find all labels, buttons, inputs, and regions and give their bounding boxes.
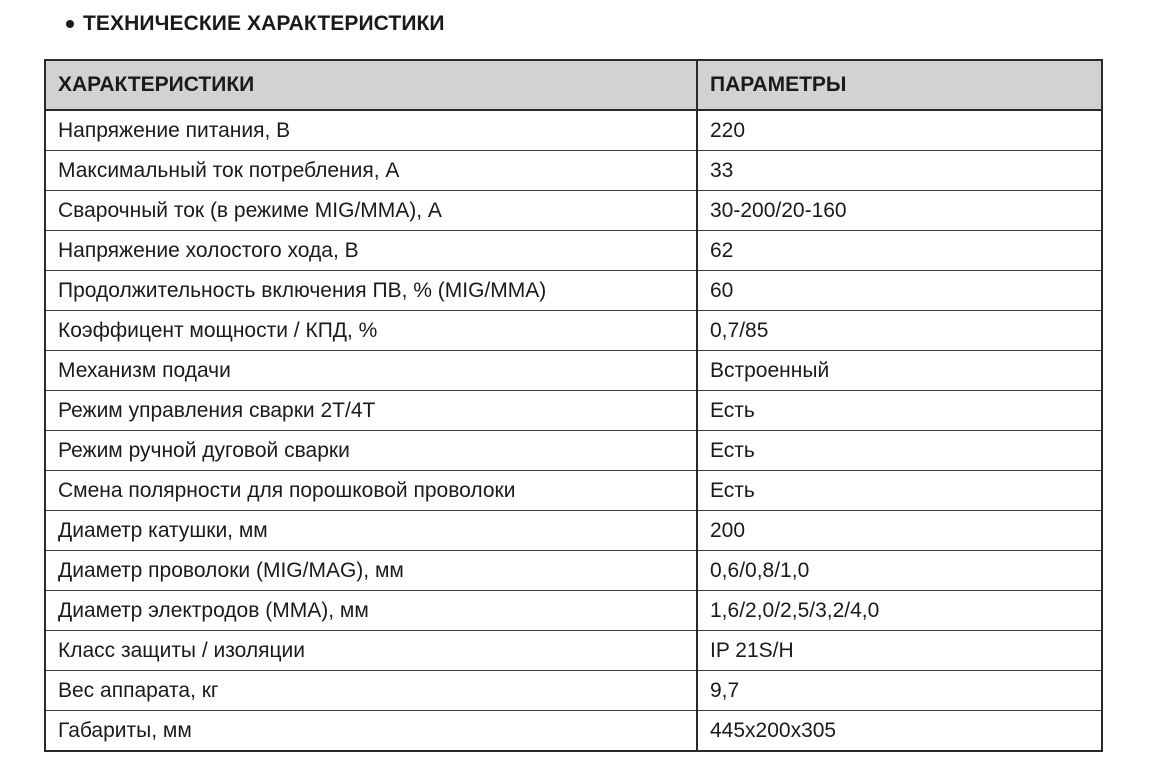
characteristic-cell: Механизм подачи — [45, 351, 697, 391]
section-title-text: ТЕХНИЧЕСКИЕ ХАРАКТЕРИСТИКИ — [83, 12, 445, 35]
parameter-cell: IP 21S/H — [697, 631, 1102, 671]
table-row — [45, 431, 1102, 471]
table-row — [45, 711, 1102, 752]
parameter-cell: 445x200x305 — [697, 711, 1102, 752]
parameter-cell: Есть — [697, 431, 1102, 471]
parameter-cell: Есть — [697, 391, 1102, 431]
characteristic-cell: Диаметр катушки, мм — [45, 511, 697, 551]
specs-table-body — [45, 110, 1102, 751]
characteristic-cell: Напряжение холостого хода, В — [45, 231, 697, 271]
characteristic-cell: Сварочный ток (в режиме MIG/MMA), А — [45, 191, 697, 231]
table-row — [45, 311, 1102, 351]
parameter-cell: Есть — [697, 471, 1102, 511]
header-row — [45, 60, 1102, 110]
characteristic-cell: Смена полярности для порошковой проволоки — [45, 471, 697, 511]
parameter-cell: 220 — [697, 110, 1102, 151]
table-row — [45, 511, 1102, 551]
table-row — [45, 471, 1102, 511]
characteristic-cell: Коэффицент мощности / КПД, % — [45, 311, 697, 351]
characteristic-cell: Класс защиты / изоляции — [45, 631, 697, 671]
table-row — [45, 191, 1102, 231]
characteristic-cell: Режим ручной дуговой сварки — [45, 431, 697, 471]
table-row — [45, 151, 1102, 191]
parameter-cell: 200 — [697, 511, 1102, 551]
table-row — [45, 231, 1102, 271]
section-title — [66, 10, 445, 38]
table-row — [45, 271, 1102, 311]
characteristic-cell: Режим управления сварки 2Т/4Т — [45, 391, 697, 431]
characteristic-cell: Габариты, мм — [45, 711, 697, 752]
header-parameter: ПАРАМЕТРЫ — [697, 60, 1102, 110]
table-row — [45, 671, 1102, 711]
parameter-cell: Встроенный — [697, 351, 1102, 391]
characteristic-cell: Вес аппарата, кг — [45, 671, 697, 711]
specs-table — [44, 59, 1103, 752]
characteristic-cell: Напряжение питания, В — [45, 110, 697, 151]
table-row — [45, 351, 1102, 391]
table-row — [45, 110, 1102, 151]
parameter-cell: 1,6/2,0/2,5/3,2/4,0 — [697, 591, 1102, 631]
specs-table-header — [45, 60, 1102, 110]
parameter-cell: 33 — [697, 151, 1102, 191]
parameter-cell: 0,6/0,8/1,0 — [697, 551, 1102, 591]
table-row — [45, 391, 1102, 431]
parameter-cell: 30-200/20-160 — [697, 191, 1102, 231]
header-characteristic: ХАРАКТЕРИСТИКИ — [45, 60, 697, 110]
table-row — [45, 551, 1102, 591]
bullet-icon — [66, 20, 74, 28]
characteristic-cell: Диаметр электродов (ММА), мм — [45, 591, 697, 631]
parameter-cell: 60 — [697, 271, 1102, 311]
parameter-cell: 62 — [697, 231, 1102, 271]
characteristic-cell: Диаметр проволоки (MIG/MAG), мм — [45, 551, 697, 591]
characteristic-cell: Максимальный ток потребления, А — [45, 151, 697, 191]
characteristic-cell: Продолжительность включения ПВ, % (MIG/MMA) — [45, 271, 697, 311]
parameter-cell: 9,7 — [697, 671, 1102, 711]
parameter-cell: 0,7/85 — [697, 311, 1102, 351]
table-row — [45, 631, 1102, 671]
table-row — [45, 591, 1102, 631]
